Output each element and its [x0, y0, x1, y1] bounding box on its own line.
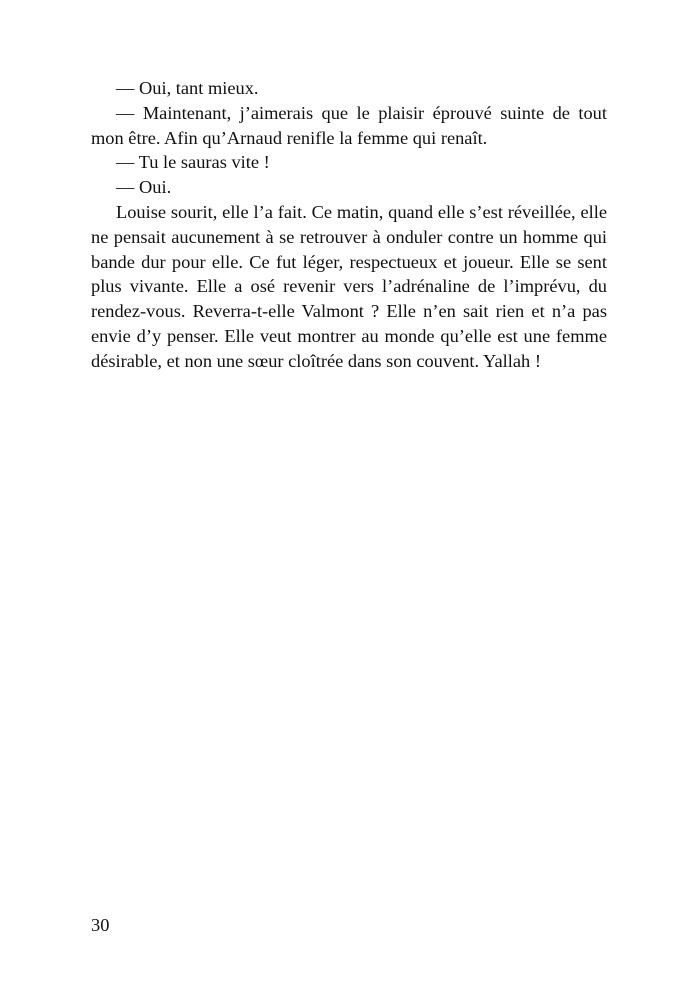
dialogue-line: — Tu le sauras vite !: [116, 152, 270, 173]
dialogue-line: — Oui.: [116, 177, 172, 198]
body-text: [91, 76, 607, 374]
page-number: 30: [91, 915, 110, 935]
dialogue-line: — Maintenant, j’aimerais que le plaisir éprouvé suinte de tout mon être. Afin qu’Arnaud renifle la femme qui renaît.: [91, 102, 607, 148]
dialogue-line: — Oui, tant mieux.: [116, 78, 259, 98]
narrative-paragraph: Louise sourit, elle l’a fait. Ce matin, quand elle s’est réveillée, elle ne pensait aucunement à se retrouver à onduler contre un homme qui bande dur pour elle. Ce fut léger, respectueux et joueur. Elle se sent plus vivante. Elle a osé revenir vers l’adrénaline de l’imprévu, du rendez-vous. Reverra-t-elle Valmont ? Elle n’en sait rien et n’a pas envie d’y penser. Elle veut montrer au monde qu’elle est une femme désirable, et non une sœur cloîtrée dans son couvent. Yallah !: [91, 201, 607, 371]
